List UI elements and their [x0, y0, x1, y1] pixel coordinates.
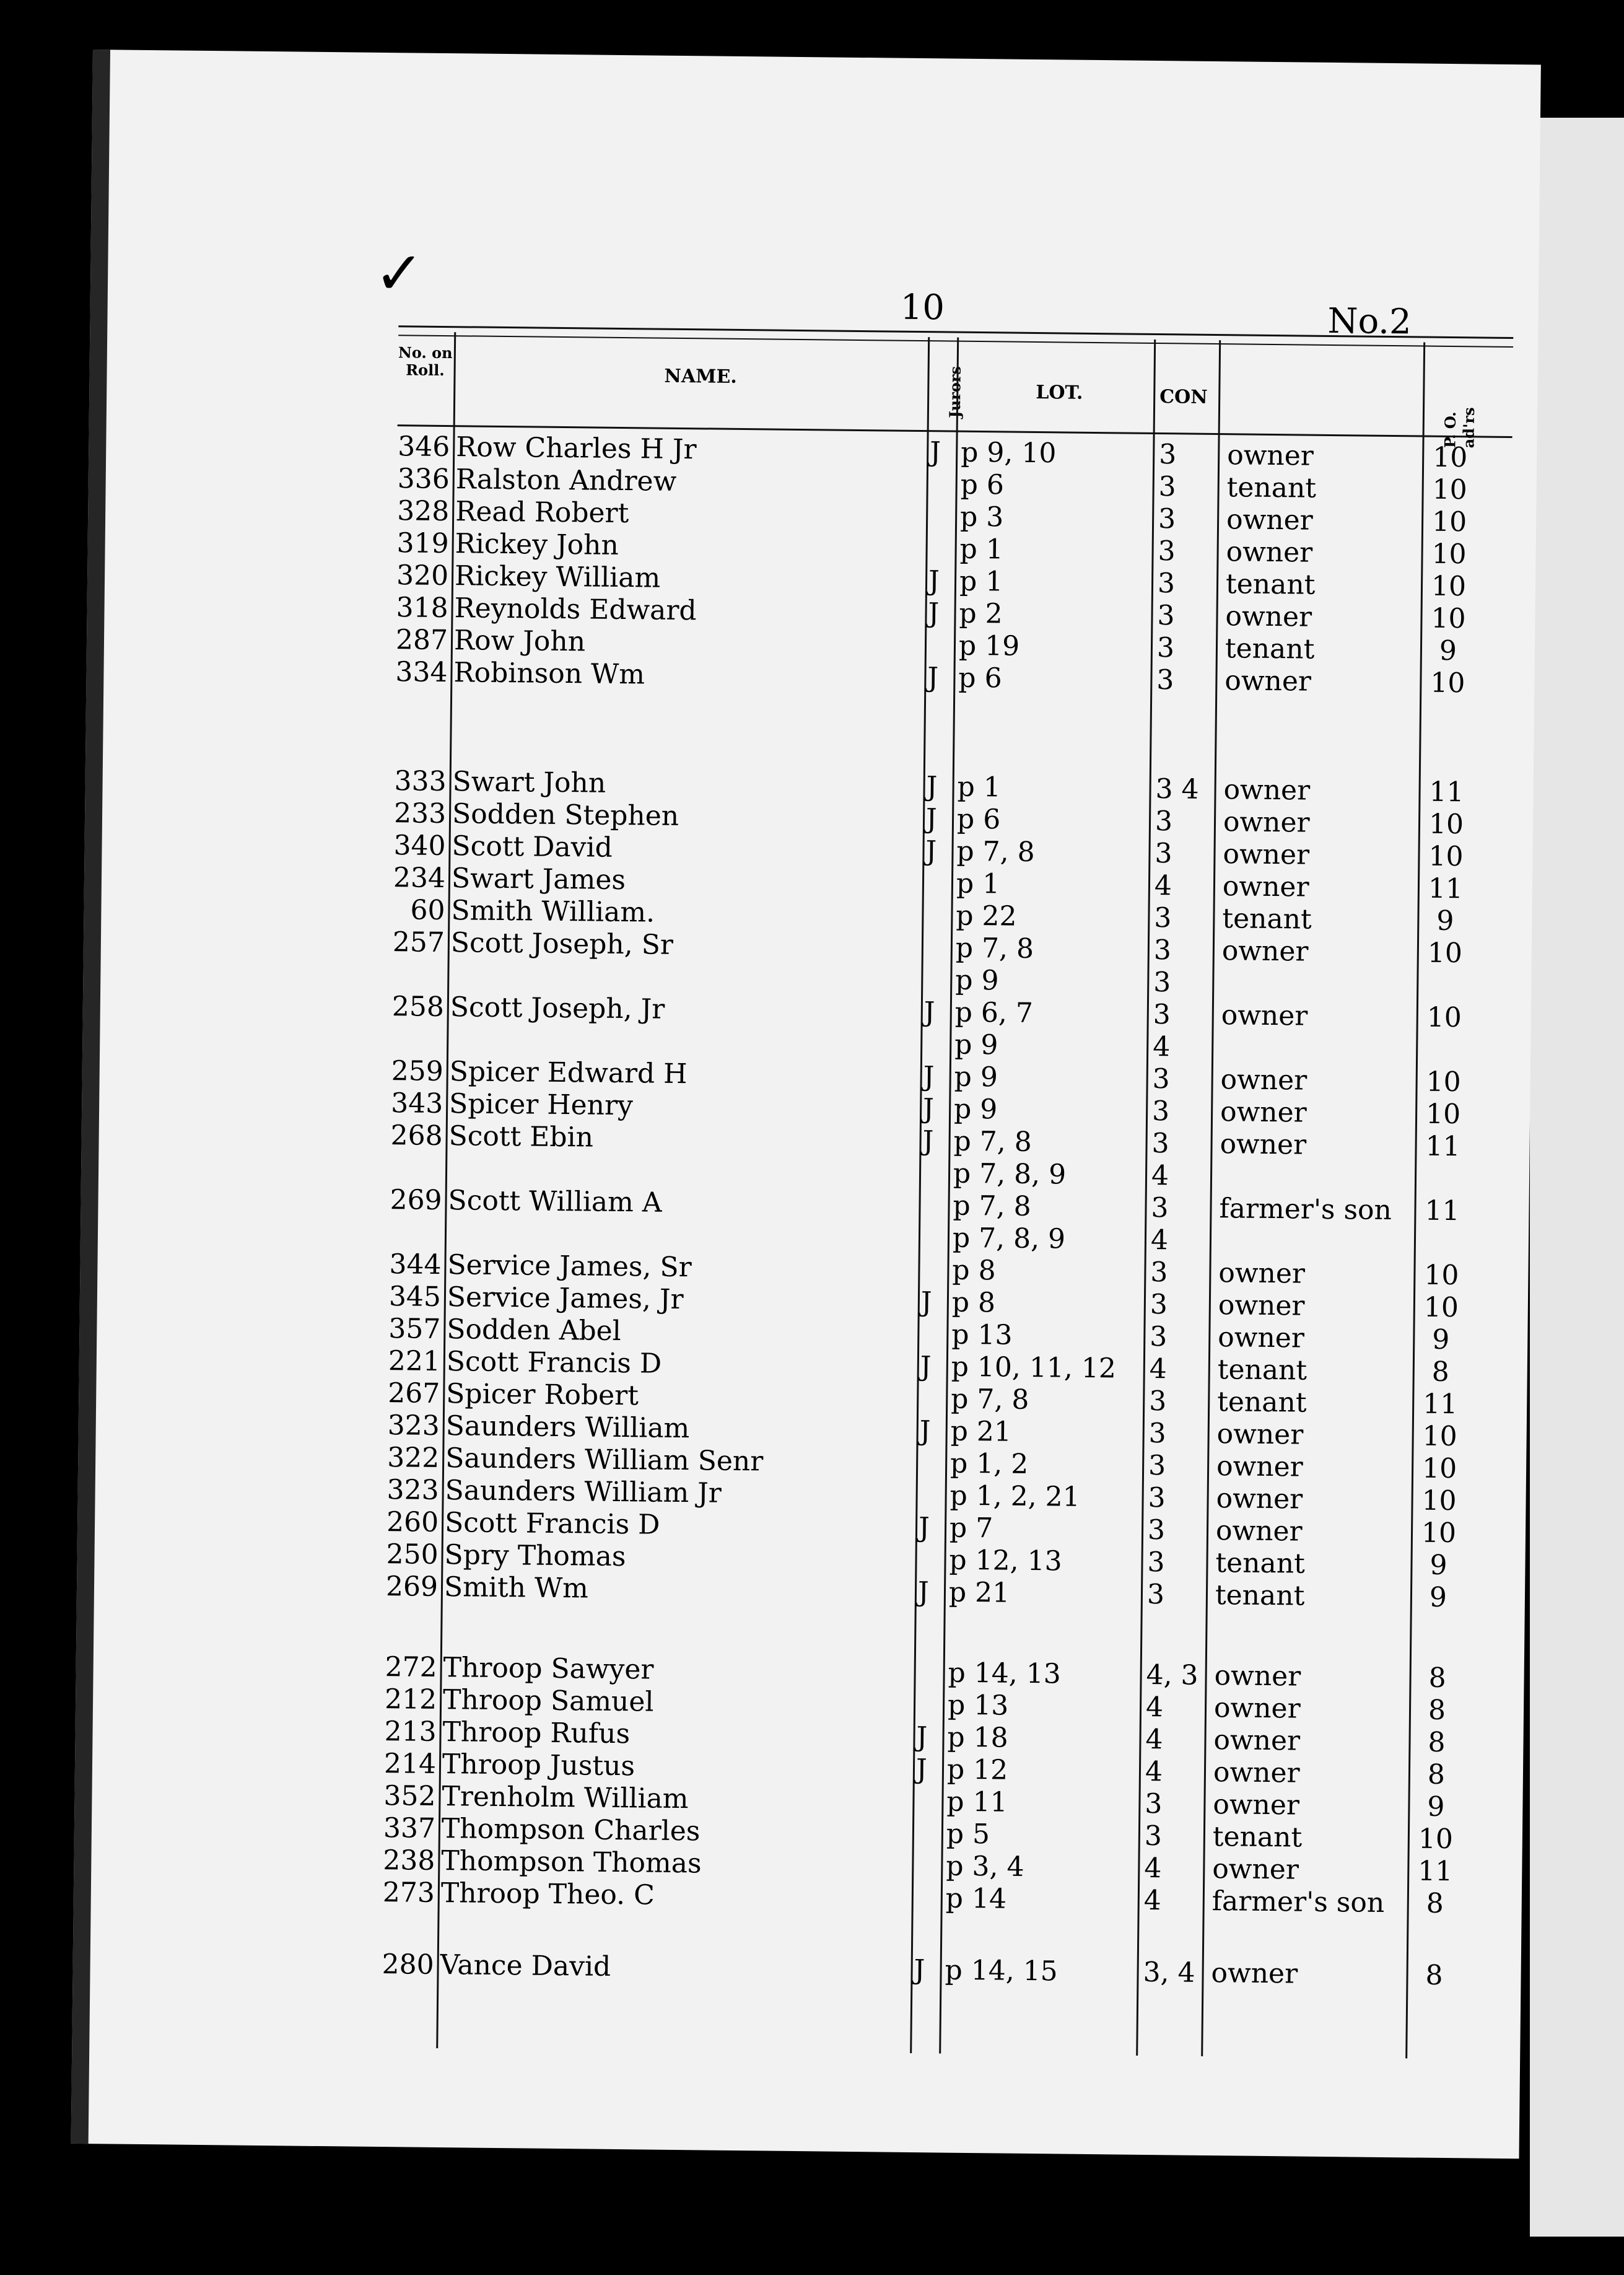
lot-value: p 1: [959, 533, 1004, 566]
entry-name: Smith William.: [451, 895, 655, 929]
juror-mark: J: [916, 1721, 928, 1753]
entry-name: Spicer Edward H: [449, 1056, 688, 1090]
lot-value: p 7, 8: [955, 932, 1034, 965]
entry-name: Scott David: [452, 830, 613, 864]
roll-number: 340: [393, 830, 446, 862]
lot-value: p 22: [956, 900, 1017, 932]
status-value: tenant: [1222, 903, 1312, 936]
entry-name: Scott Joseph, Jr: [450, 991, 665, 1025]
status-value: owner: [1215, 1515, 1303, 1548]
juror-mark: J: [925, 803, 937, 835]
po-address-value: 8: [1426, 1887, 1444, 1919]
juror-mark: J: [928, 565, 940, 597]
entry-name: Scott Francis D: [446, 1346, 662, 1380]
concession-value: 3: [1148, 1449, 1166, 1482]
concession-value: 3: [1148, 1417, 1166, 1450]
roll-number: 322: [386, 1442, 440, 1474]
roll-number: 336: [397, 463, 450, 496]
concession-value: 3: [1153, 934, 1172, 967]
lot-value: p 1: [956, 867, 1000, 900]
lot-value: p 6, 7: [954, 996, 1034, 1029]
roll-number: 257: [392, 926, 445, 959]
lot-value: p 6: [956, 803, 1001, 836]
entry-name: Swart John: [452, 766, 606, 799]
header-no-on-roll: [398, 344, 452, 379]
status-value: owner: [1226, 439, 1314, 472]
concession-value: 4: [1150, 1224, 1169, 1256]
status-value: tenant: [1225, 633, 1315, 665]
roll-number: 334: [395, 656, 448, 689]
concession-value: 3: [1148, 1385, 1167, 1418]
entry-name: Robinson Wm: [453, 657, 645, 691]
po-address-value: 9: [1436, 905, 1454, 937]
lot-value: p 10, 11, 12: [951, 1351, 1117, 1385]
header-no-on-roll-line1: No. on: [398, 343, 453, 362]
concession-value: 3: [1151, 1095, 1170, 1128]
status-value: owner: [1225, 665, 1312, 698]
entry-name: Saunders William Jr: [445, 1475, 722, 1509]
po-address-value: 8: [1425, 1959, 1443, 1991]
roll-number: 233: [393, 797, 447, 830]
po-address-value: 8: [1428, 1662, 1446, 1694]
concession-value: 3: [1147, 1546, 1165, 1579]
status-value: owner: [1225, 600, 1312, 633]
concession-value: 3: [1150, 1288, 1168, 1321]
roll-number: 268: [390, 1120, 443, 1152]
lot-value: p 9: [953, 1093, 998, 1126]
po-address-value: 10: [1430, 667, 1465, 699]
status-value: farmer's son: [1219, 1193, 1392, 1227]
concession-value: 3: [1146, 1578, 1165, 1611]
concession-value: 4: [1145, 1723, 1163, 1756]
po-address-value: 11: [1418, 1855, 1453, 1888]
register-row: [90, 1945, 1514, 1992]
entry-name: Ralston Andrew: [455, 463, 677, 498]
lot-value: p 1, 2, 21: [950, 1479, 1080, 1513]
roll-number: 250: [386, 1538, 439, 1571]
status-value: owner: [1212, 1853, 1299, 1886]
juror-mark: J: [918, 1512, 930, 1544]
juror-mark: J: [914, 1954, 925, 1986]
status-value: owner: [1223, 838, 1310, 871]
lot-value: p 9: [954, 1028, 998, 1061]
lot-value: p 8: [951, 1286, 996, 1319]
status-value: owner: [1220, 1064, 1307, 1097]
po-address-value: 10: [1426, 1066, 1461, 1098]
juror-mark: J: [917, 1576, 929, 1608]
lot-value: p 3, 4: [946, 1850, 1024, 1883]
lot-value: p 18: [947, 1721, 1008, 1754]
po-address-value: 10: [1428, 808, 1464, 841]
concession-value: 3: [1157, 600, 1175, 632]
concession-value: 3: [1151, 1191, 1169, 1224]
juror-mark: J: [922, 1093, 935, 1125]
concession-value: 3, 4: [1143, 1956, 1195, 1989]
lot-value: p 14, 15: [945, 1954, 1058, 1988]
roll-number: 234: [393, 862, 446, 895]
po-address-value: 10: [1425, 1098, 1461, 1131]
lot-value: p 13: [951, 1318, 1013, 1351]
page-label: No.2: [1327, 300, 1412, 343]
entry-name: Sodden Abel: [447, 1313, 622, 1348]
po-address-value: 10: [1421, 1484, 1457, 1517]
header-con: CON: [1159, 386, 1208, 408]
status-value: owner: [1213, 1756, 1300, 1789]
roll-number: 357: [388, 1313, 441, 1345]
roll-number: 346: [398, 431, 450, 463]
entry-name: Rickey John: [455, 528, 619, 561]
lot-value: p 7, 8: [951, 1383, 1029, 1416]
entry-name: Throop Theo. C: [440, 1877, 655, 1911]
entry-name: Service James, Sr: [447, 1249, 692, 1284]
lot-value: p 9: [954, 1061, 998, 1094]
entry-name: Rickey William: [454, 560, 661, 594]
lot-value: p 9, 10: [961, 436, 1057, 470]
entry-name: Throop Sawyer: [443, 1652, 654, 1686]
juror-mark: J: [926, 771, 938, 803]
lot-value: p 6: [958, 662, 1002, 695]
header-no-on-roll-line2: Roll.: [406, 361, 445, 379]
status-value: tenant: [1226, 471, 1317, 504]
roll-number: 352: [383, 1780, 436, 1812]
entry-name: Throop Samuel: [442, 1684, 654, 1718]
po-address-value: 10: [1421, 1517, 1457, 1550]
po-address-value: 10: [1426, 1001, 1462, 1034]
lot-value: p 5: [946, 1818, 990, 1851]
roll-number: 212: [384, 1683, 437, 1716]
lot-value: p 1: [959, 565, 1003, 598]
juror-mark: J: [922, 1125, 934, 1157]
po-address-value: 10: [1421, 1452, 1457, 1485]
lot-value: p 19: [958, 629, 1020, 662]
lot-value: p 1: [957, 771, 1002, 804]
status-value: tenant: [1217, 1354, 1307, 1387]
concession-value: 3: [1156, 632, 1175, 664]
checkmark-icon: ✓: [373, 238, 425, 309]
po-address-value: 8: [1431, 1356, 1450, 1388]
concession-value: 3: [1144, 1820, 1163, 1852]
roll-number: 323: [386, 1474, 439, 1506]
roll-number: 287: [395, 624, 448, 657]
register-sheet: [88, 50, 1560, 2183]
concession-value: 3: [1156, 664, 1174, 696]
lot-value: p 7, 8: [956, 835, 1035, 868]
po-address-value: 11: [1425, 1130, 1460, 1163]
header-name: NAME.: [664, 365, 737, 388]
roll-number: 60: [410, 894, 445, 927]
page-number: 10: [900, 287, 945, 328]
concession-value: 3: [1150, 1256, 1168, 1289]
lot-value: p 8: [952, 1254, 996, 1287]
po-address-value: 11: [1429, 776, 1464, 809]
status-value: owner: [1216, 1418, 1304, 1451]
concession-value: 3: [1153, 999, 1171, 1031]
entry-name: Spicer Robert: [446, 1378, 639, 1412]
lot-value: p 1, 2: [950, 1447, 1029, 1480]
lot-value: p 12, 13: [949, 1544, 1062, 1577]
status-value: owner: [1223, 774, 1311, 807]
po-address-value: [1418, 1163, 1467, 1164]
header-lot: LOT.: [1036, 381, 1083, 404]
roll-number: 319: [396, 527, 449, 560]
status-value: owner: [1214, 1660, 1301, 1693]
entry-name: Row Charles H Jr: [456, 431, 697, 466]
entry-name: Sodden Stephen: [452, 798, 679, 832]
concession-value: 3: [1158, 439, 1177, 471]
status-value: owner: [1223, 806, 1310, 839]
po-address-value: 10: [1431, 538, 1467, 571]
entry-name: Saunders William Senr: [445, 1442, 764, 1478]
roll-number: 333: [394, 765, 447, 798]
juror-mark: J: [919, 1415, 931, 1447]
status-value: owner: [1213, 1692, 1301, 1725]
concession-value: 4: [1145, 1691, 1164, 1724]
status-value: owner: [1216, 1483, 1303, 1515]
status-value: owner: [1213, 1789, 1300, 1821]
roll-number: 214: [383, 1748, 437, 1780]
lot-value: p 14: [945, 1882, 1007, 1915]
entry-name: Scott Joseph, Sr: [450, 927, 674, 961]
roll-number: 221: [388, 1345, 441, 1377]
status-value: owner: [1221, 935, 1309, 968]
concession-value: 4, 3: [1146, 1659, 1198, 1691]
lot-value: p 7, 8: [953, 1125, 1032, 1158]
po-address-value: 9: [1429, 1581, 1447, 1614]
entry-name: Trenholm William: [442, 1781, 689, 1815]
roll-number: 260: [386, 1506, 439, 1538]
lot-value: p 14, 13: [948, 1657, 1062, 1690]
roll-number: 272: [385, 1651, 437, 1683]
status-value: tenant: [1225, 568, 1316, 601]
roll-number: 259: [391, 1055, 444, 1088]
register-page: [71, 50, 1541, 2159]
entry-name: Spicer Henry: [448, 1088, 634, 1122]
concession-value: 3: [1145, 1787, 1163, 1820]
entry-name: Spry Thomas: [444, 1539, 626, 1573]
lot-value: p 3: [959, 501, 1004, 533]
status-value: owner: [1213, 1724, 1301, 1757]
status-value: owner: [1216, 1450, 1303, 1483]
concession-value: 4: [1152, 1031, 1171, 1063]
concession-value: 3 4: [1155, 773, 1199, 805]
juror-mark: J: [920, 1351, 932, 1383]
po-address-value: 10: [1431, 602, 1466, 635]
concession-value: 3: [1147, 1514, 1166, 1546]
roll-number: 213: [384, 1716, 437, 1748]
entry-name: Vance David: [440, 1949, 611, 1983]
status-value: tenant: [1216, 1386, 1307, 1419]
roll-number: 337: [383, 1812, 436, 1844]
po-address-value: 10: [1423, 1291, 1459, 1324]
po-address-value: 10: [1428, 840, 1464, 873]
concession-value: 4: [1151, 1159, 1169, 1192]
po-address-value: 9: [1439, 634, 1457, 667]
header-po-line1: P. O.: [1441, 411, 1460, 449]
po-address-value: 10: [1431, 506, 1467, 538]
roll-number: 258: [391, 991, 445, 1024]
concession-value: 4: [1149, 1352, 1168, 1385]
juror-mark: J: [923, 1061, 935, 1093]
concession-value: 4: [1145, 1755, 1163, 1788]
po-address-value: 9: [1432, 1323, 1450, 1356]
status-value: owner: [1221, 999, 1308, 1032]
entry-name: Row John: [453, 625, 586, 658]
roll-number: 267: [388, 1377, 440, 1409]
status-value: owner: [1218, 1289, 1305, 1322]
lot-value: p 21: [948, 1576, 1010, 1609]
status-value: owner: [1220, 1128, 1307, 1161]
entry-name: Throop Rufus: [442, 1716, 631, 1750]
status-value: owner: [1226, 504, 1313, 537]
entry-name: Thompson Charles: [441, 1813, 701, 1848]
roll-number: 269: [390, 1184, 442, 1217]
status-value: tenant: [1215, 1579, 1305, 1612]
roll-number: 273: [382, 1877, 435, 1909]
status-value: tenant: [1212, 1821, 1303, 1854]
juror-mark: J: [923, 996, 935, 1028]
entry-name: Scott Ebin: [448, 1120, 594, 1154]
po-address-value: 9: [1427, 1791, 1445, 1823]
juror-mark: J: [925, 835, 937, 867]
concession-value: 4: [1143, 1884, 1162, 1917]
entry-name: Throop Justus: [442, 1748, 635, 1782]
roll-number: 343: [390, 1087, 443, 1120]
roll-number: 328: [396, 495, 450, 528]
roll-number: 269: [385, 1571, 439, 1603]
concession-value: 4: [1144, 1852, 1162, 1885]
lot-value: p 6: [960, 468, 1005, 501]
po-address-value: [1419, 1034, 1469, 1035]
status-value: farmer's son: [1211, 1885, 1385, 1919]
lot-value: p 7: [949, 1512, 993, 1545]
lot-value: p 13: [947, 1689, 1009, 1722]
header-jurors: Jurors: [945, 366, 964, 418]
roll-number: 320: [396, 559, 449, 592]
entry-name: Thompson Thomas: [441, 1845, 702, 1880]
juror-mark: J: [920, 1286, 932, 1318]
concession-value: 3: [1155, 838, 1172, 870]
juror-mark: J: [915, 1753, 927, 1786]
entry-name: Saunders William: [445, 1410, 690, 1445]
juror-mark: J: [928, 597, 940, 629]
concession-value: 3: [1158, 503, 1176, 535]
entry-name: Reynolds Edward: [454, 592, 697, 627]
concession-value: 3: [1151, 1128, 1169, 1160]
entry-name: Scott William A: [448, 1185, 662, 1219]
status-value: owner: [1220, 1096, 1307, 1129]
po-address-value: 11: [1428, 872, 1464, 905]
entry-name: Scott Francis D: [444, 1507, 660, 1541]
lot-value: p 21: [950, 1415, 1012, 1448]
roll-number: 323: [387, 1409, 440, 1442]
status-value: owner: [1218, 1257, 1306, 1290]
concession-value: 3: [1158, 471, 1176, 503]
concession-value: 3: [1155, 805, 1173, 838]
lot-value: p 11: [946, 1786, 1008, 1818]
po-address-value: 8: [1428, 1726, 1446, 1759]
po-address-value: 8: [1427, 1758, 1446, 1791]
header-po-line2: ad'rs: [1459, 407, 1478, 449]
roll-number: 345: [388, 1281, 442, 1313]
lot-value: p 7, 8, 9: [953, 1157, 1067, 1191]
po-address-value: 8: [1428, 1694, 1446, 1727]
concession-value: 3: [1154, 902, 1172, 934]
po-address-value: 11: [1425, 1194, 1460, 1227]
concession-value: 4: [1154, 870, 1172, 902]
concession-value: 3: [1152, 1063, 1170, 1095]
status-value: owner: [1222, 870, 1309, 903]
roll-number: 318: [396, 592, 448, 625]
status-value: tenant: [1215, 1547, 1306, 1580]
lot-value: p 7, 8, 9: [952, 1222, 1066, 1255]
juror-mark: J: [930, 436, 941, 468]
concession-value: 3: [1148, 1481, 1166, 1514]
concession-value: 3: [1158, 535, 1176, 568]
lot-value: p 12: [946, 1753, 1008, 1786]
concession-value: 3: [1150, 1320, 1168, 1353]
concession-value: 3: [1157, 568, 1176, 600]
po-address-value: 10: [1418, 1823, 1454, 1856]
juror-mark: J: [927, 662, 939, 694]
po-address-value: 10: [1432, 473, 1467, 506]
status-value: owner: [1226, 536, 1313, 569]
po-address-value: 10: [1432, 441, 1468, 474]
entry-name: Smith Wm: [443, 1571, 589, 1605]
roll-number: 344: [389, 1248, 442, 1281]
po-address-value: 10: [1422, 1420, 1457, 1453]
lot-value: p 7, 8: [953, 1190, 1031, 1222]
po-address-value: 9: [1430, 1549, 1447, 1582]
entry-name: Service James, Jr: [447, 1281, 684, 1316]
entry-name: Read Robert: [455, 496, 629, 530]
po-address-value: 10: [1431, 570, 1467, 603]
po-address-value: 10: [1424, 1259, 1459, 1292]
roll-number: 280: [382, 1948, 434, 1981]
roll-number: 238: [383, 1844, 435, 1877]
lot-value: p 9: [955, 964, 999, 997]
status-value: owner: [1211, 1957, 1298, 1990]
po-address-value: 10: [1427, 937, 1463, 970]
entry-name: Swart James: [451, 862, 626, 896]
status-value: owner: [1218, 1322, 1305, 1354]
concession-value: 3: [1153, 967, 1171, 999]
lot-value: p 2: [959, 597, 1003, 630]
po-address-value: 11: [1422, 1388, 1458, 1421]
